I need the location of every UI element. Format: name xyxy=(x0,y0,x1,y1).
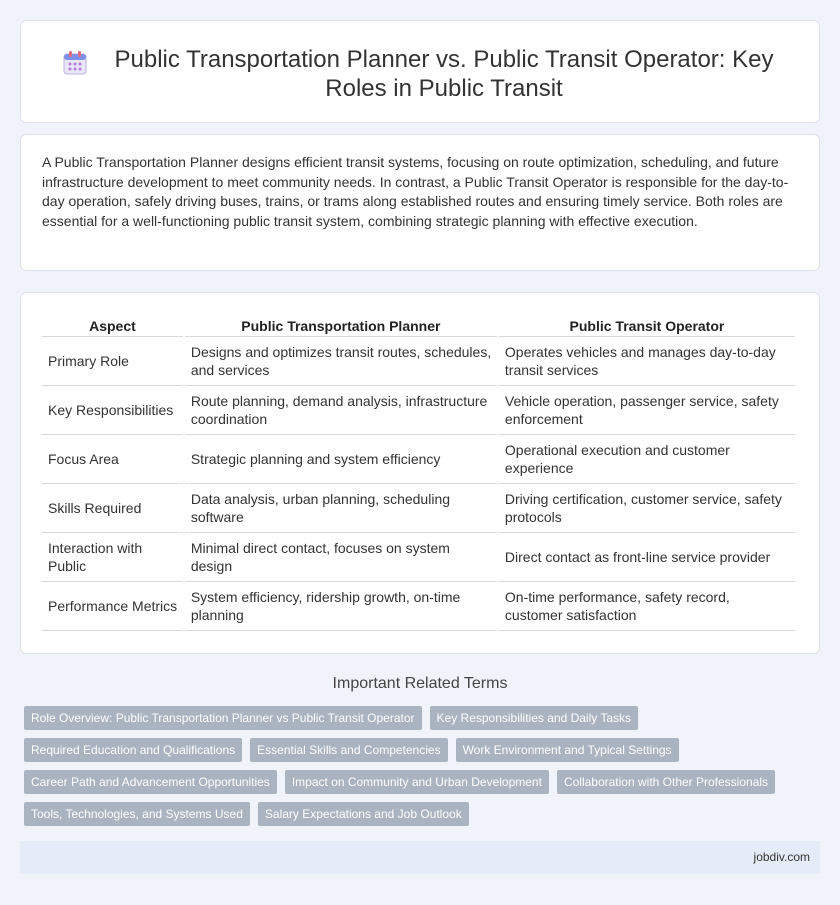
header-operator: Public Transit Operator xyxy=(499,311,795,337)
header-card xyxy=(20,20,820,123)
planner-cell: Route planning, demand analysis, infrastructure coordination xyxy=(185,386,497,435)
planner-cell: System efficiency, ridership growth, on-time planning xyxy=(185,582,497,631)
planner-cell: Designs and optimizes transit routes, schedules, and services xyxy=(185,337,497,386)
table-header-row xyxy=(42,311,795,337)
aspect-cell: Interaction with Public xyxy=(42,533,183,582)
intro-paragraph: A Public Transportation Planner designs efficient transit systems, focusing on route optimization, scheduling, and future infrastructure development to meet community needs. In contrast, a Public Transit Operator is responsible for the day-to-day operation, safely driving buses, trains, or trams along established routes and ensuring timely service. Both roles are essential for a well-functioning public transit system, combining strategic planning with effective execution. xyxy=(42,154,789,229)
operator-cell: Driving certification, customer service, safety protocols xyxy=(499,484,795,533)
related-term-tag[interactable]: Required Education and Qualifications xyxy=(24,738,242,762)
comparison-card xyxy=(20,292,820,654)
aspect-cell: Primary Role xyxy=(42,337,183,386)
operator-cell: Operational execution and customer experience xyxy=(499,435,795,484)
page-title: Public Transportation Planner vs. Public Transit Operator: Key Roles in Public Transit xyxy=(114,46,774,102)
related-terms-heading: Important Related Terms xyxy=(332,675,508,692)
planner-cell: Strategic planning and system efficiency xyxy=(185,435,497,484)
related-term-tag[interactable]: Collaboration with Other Professionals xyxy=(557,770,775,794)
intro-card xyxy=(20,134,820,271)
related-term-tag[interactable]: Salary Expectations and Job Outlook xyxy=(258,802,469,826)
footer xyxy=(20,841,820,874)
table-row xyxy=(42,582,795,631)
planner-cell: Minimal direct contact, focuses on system design xyxy=(185,533,497,582)
calendar-icon xyxy=(61,49,89,77)
operator-cell: On-time performance, safety record, customer satisfaction xyxy=(499,582,795,631)
table-row xyxy=(42,337,795,386)
related-term-tag[interactable]: Impact on Community and Urban Development xyxy=(285,770,549,794)
related-term-tag[interactable]: Essential Skills and Competencies xyxy=(250,738,447,762)
comparison-table xyxy=(40,311,797,631)
related-term-tag[interactable]: Tools, Technologies, and Systems Used xyxy=(24,802,250,826)
header-aspect: Aspect xyxy=(42,311,183,337)
table-row xyxy=(42,386,795,435)
aspect-cell: Performance Metrics xyxy=(42,582,183,631)
footer-site-link[interactable]: jobdiv.com xyxy=(753,850,810,864)
operator-cell: Vehicle operation, passenger service, safety enforcement xyxy=(499,386,795,435)
related-term-tag[interactable]: Work Environment and Typical Settings xyxy=(456,738,679,762)
operator-cell: Direct contact as front-line service provider xyxy=(499,533,795,582)
related-terms-list xyxy=(24,706,804,834)
related-term-tag[interactable]: Role Overview: Public Transportation Planner vs Public Transit Operator xyxy=(24,706,422,730)
table-row xyxy=(42,484,795,533)
aspect-cell: Focus Area xyxy=(42,435,183,484)
operator-cell: Operates vehicles and manages day-to-day transit services xyxy=(499,337,795,386)
table-row xyxy=(42,435,795,484)
header-planner: Public Transportation Planner xyxy=(185,311,497,337)
related-term-tag[interactable]: Key Responsibilities and Daily Tasks xyxy=(430,706,639,730)
related-term-tag[interactable]: Career Path and Advancement Opportunities xyxy=(24,770,277,794)
table-row xyxy=(42,533,795,582)
aspect-cell: Key Responsibilities xyxy=(42,386,183,435)
aspect-cell: Skills Required xyxy=(42,484,183,533)
planner-cell: Data analysis, urban planning, scheduling software xyxy=(185,484,497,533)
